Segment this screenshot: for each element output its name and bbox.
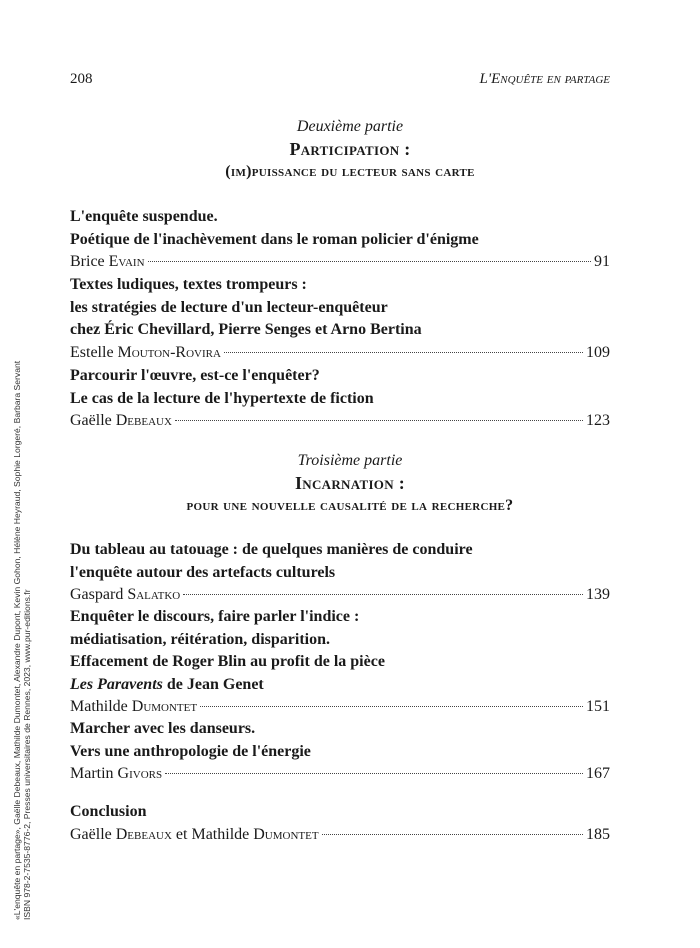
entry-author: Martin Givors [70, 765, 163, 782]
dot-leader [148, 261, 591, 262]
entry-title-line: Parcourir l'œuvre, est-ce l'enquêter? [70, 367, 320, 384]
toc-entry-evain[interactable] [70, 206, 610, 273]
page-number: 208 [70, 71, 93, 87]
dot-leader [175, 420, 583, 421]
entry-title-italic: Les Paravents [70, 675, 163, 693]
entry-title-line: médiatisation, réitération, disparition. [70, 630, 330, 648]
dot-leader [322, 834, 583, 835]
entry-author: Mathilde Dumontet [70, 698, 198, 715]
entry-title-line: Textes ludiques, textes trompeurs : [70, 276, 307, 293]
entry-author: Gaspard Salatko [70, 586, 181, 603]
entry-page-number: 167 [586, 765, 610, 782]
entry-title-line: Enquêter le discours, faire parler l'indice : [70, 608, 360, 625]
part-3-title: Incarnation : [295, 473, 405, 493]
part-2-label: Deuxième partie [296, 118, 404, 135]
entry-title-line: Les Paravents de Jean Genet [70, 675, 264, 693]
side-note-line-2: ISBN 978-2-7535-8776-2, Presses universitaires de Rennes, 2023, www.pur-editions.fr [22, 589, 33, 920]
entry-page-number: 185 [586, 825, 610, 843]
running-head-initial: L'E [479, 71, 501, 87]
dot-leader [200, 706, 583, 707]
toc-entry-mouton-rovira[interactable] [70, 274, 610, 364]
running-head-rest: nquête en partage [500, 71, 610, 87]
entry-title-line: l'enquête autour des artefacts culturels [70, 563, 336, 581]
entry-author: Gaëlle Debeaux [70, 412, 172, 429]
entry-page-number: 151 [586, 698, 610, 715]
entry-title-line: L'enquête suspendue. [70, 208, 218, 225]
entry-title-line: Marcher avec les danseurs. [70, 720, 256, 737]
dot-leader [183, 594, 583, 595]
side-note-line-1: «L'enquête en partage», Gaëlle Debeaux, Mathilde Dumontet, Alexandre Dupont, Kevin Gohon, Hélène Heyraud, Sophie Lorgeré, Barbara Servant [12, 360, 22, 920]
toc-entry-givors[interactable] [70, 718, 610, 785]
entry-author-line [70, 696, 610, 718]
conclusion-title: Conclusion [70, 803, 147, 820]
toc-entry-debeaux[interactable] [70, 365, 610, 432]
part-3-subtitle: pour une nouvelle causalité de la recherche? [186, 497, 514, 514]
entry-page-number: 109 [586, 343, 610, 361]
toc-entry-salatko[interactable] [70, 539, 610, 606]
entry-page-number: 139 [586, 586, 610, 603]
dot-leader [165, 773, 583, 774]
entry-title-line: Effacement de Roger Blin au profit de la pièce [70, 653, 385, 670]
entry-title-line: Vers une anthropologie de l'énergie [70, 742, 311, 760]
entry-author-line [70, 342, 610, 364]
toc-entry-dumontet[interactable] [70, 606, 610, 718]
entry-author: Brice Evain [70, 253, 145, 270]
entry-author-line [70, 763, 610, 785]
entry-author-line [70, 824, 610, 846]
entry-author: Estelle Mouton-Rovira [70, 343, 221, 361]
entry-title-line: les stratégies de lecture d'un lecteur-enquêteur [70, 298, 388, 316]
entry-title-line: Du tableau au tatouage : de quelques manières de conduire [70, 541, 473, 558]
part-3-label: Troisième partie [297, 452, 403, 469]
entry-page-number: 123 [586, 412, 610, 429]
entry-author-line [70, 251, 610, 273]
entry-author: Gaëlle Debeaux et Mathilde Dumontet [70, 825, 319, 843]
entry-page-number: 91 [594, 253, 610, 270]
entry-title-line: Le cas de la lecture de l'hypertexte de fiction [70, 389, 374, 407]
entry-title-line: Poétique de l'inachèvement dans le roman policier d'énigme [70, 230, 479, 248]
part-2-title: Participation : [289, 139, 411, 159]
entry-author-line [70, 410, 610, 432]
running-head [480, 71, 610, 88]
entry-author-line [70, 584, 610, 606]
toc-entry-conclusion[interactable] [70, 801, 610, 846]
entry-title-line: chez Éric Chevillard, Pierre Senges et Arno Bertina [70, 321, 422, 338]
part-2-subtitle: (im)puissance du lecteur sans carte [225, 163, 475, 180]
dot-leader [224, 352, 583, 353]
